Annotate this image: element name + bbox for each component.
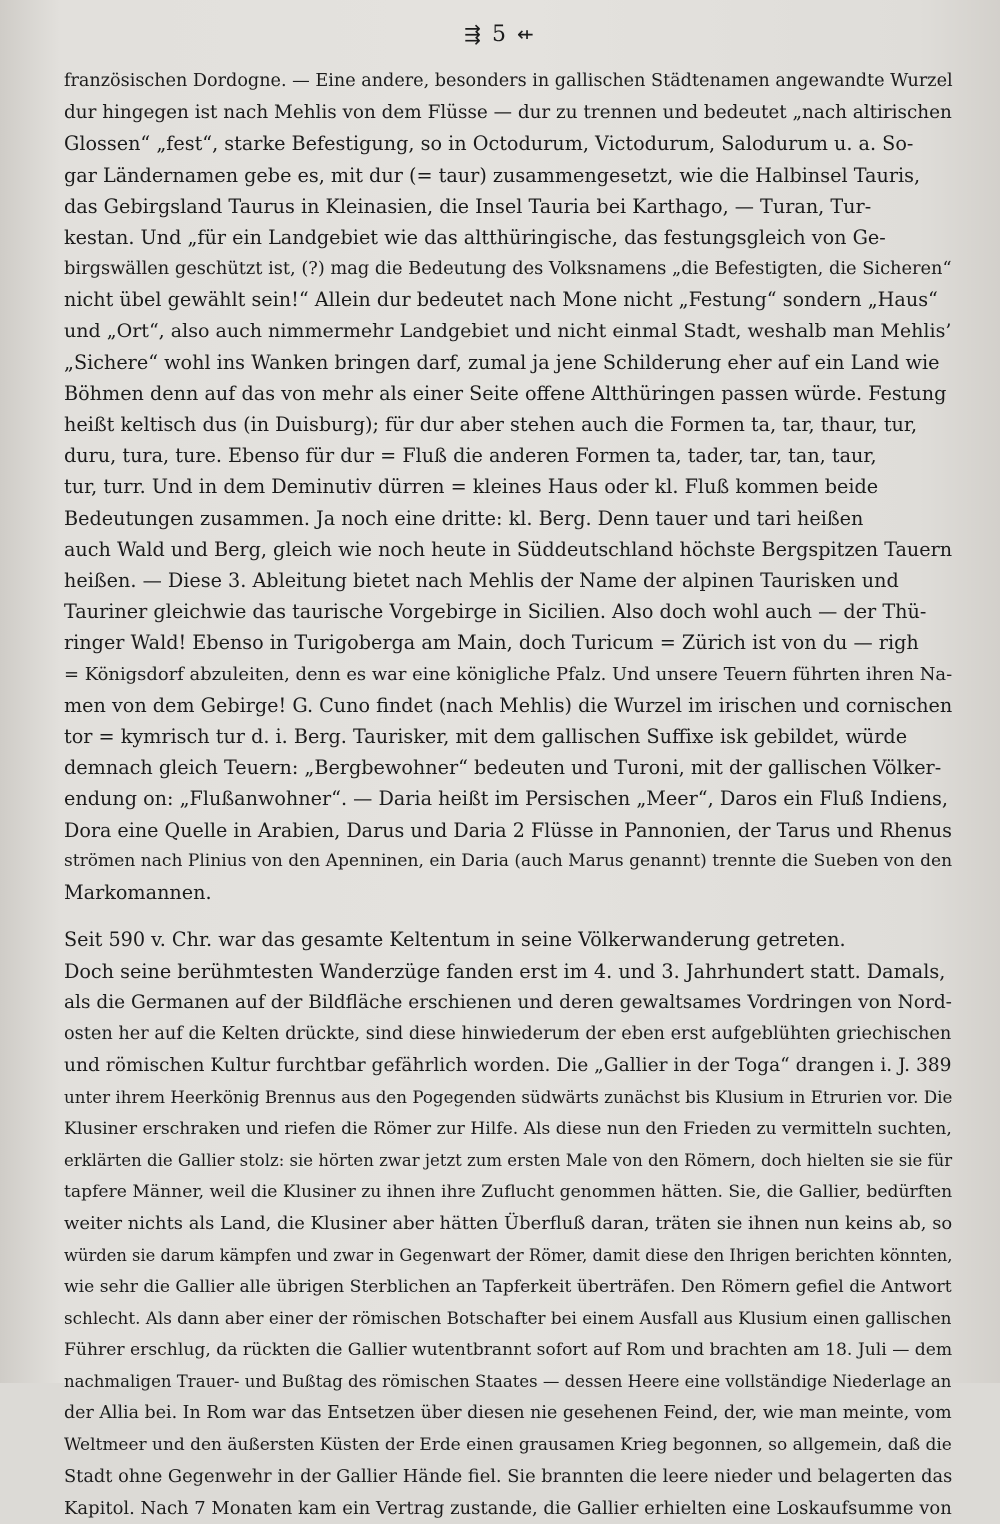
text-line: ringer Wald! Ebenso in Turigoberga am Main, doch Turicum = Zürich ist von du — righ	[64, 631, 919, 655]
text-line: duru, tura, ture. Ebenso für dur = Fluß die anderen Formen ta, tader, tar, tan, taur,	[64, 444, 877, 468]
body-text	[64, 66, 952, 1524]
text-line: men von dem Gebirge! G. Cuno findet (nach Mehlis) die Wurzel im irischen und cornischen	[64, 693, 953, 717]
text-line: Klusiner erschraken und riefen die Römer zur Hilfe. Als diese nun den Frieden zu vermitteln suchten,	[64, 1118, 952, 1139]
text-line: Doch seine berühmtesten Wanderzüge fanden erst im 4. und 3. Jahrhundert statt. Damals,	[64, 959, 946, 983]
text-line: gar Ländernamen gebe es, mit dur (= taur) zusammengesetzt, wie die Halbinsel Tauris,	[64, 163, 921, 187]
text-line: schlecht. Als dann aber einer der römischen Botschafter bei einem Ausfall aus Klusium einen gallischen	[64, 1308, 952, 1329]
text-line: birgswällen geschützt ist, (?) mag die Bedeutung des Volksnamens „die Befestigten, die Sicheren“	[64, 258, 952, 280]
text-line: Stadt ohne Gegenwehr in der Gallier Hände fiel. Sie brannten die leere nieder und belagerten das	[64, 1466, 953, 1488]
text-line: Markomannen.	[64, 880, 212, 904]
text-line: nachmaligen Trauer- und Bußtag des römischen Staates — dessen Heere eine vollständige Niederlage an	[64, 1372, 952, 1392]
paragraph	[64, 924, 952, 1524]
text-line: Dora eine Quelle in Arabien, Darus und Daria 2 Flüsse in Pannonien, der Tarus und Rhenus	[64, 818, 952, 842]
paragraph	[64, 66, 952, 908]
text-line: Glossen“ „fest“, starke Befestigung, so in Octodurum, Victodurum, Salodurum u. a. So-	[64, 132, 914, 156]
text-line: Weltmeer und den äußersten Küsten der Erde einen grausamen Krieg begonnen, so allgemein, daß die	[64, 1434, 952, 1455]
text-line: demnach gleich Teuern: „Bergbewohner“ bedeuten und Turoni, mit der gallischen Völker-	[64, 756, 942, 780]
text-line: kestan. Und „für ein Landgebiet wie das altthüringische, das festungsgleich von Ge-	[64, 225, 886, 249]
text-line: dur hingegen ist nach Mehlis von dem Flüsse — dur zu trennen und bedeutet „nach altirischen	[64, 102, 952, 124]
text-line: Führer erschlug, da rückten die Gallier wutentbrannt sofort auf Rom und brachten am 18. Juli — dem	[64, 1339, 953, 1360]
ornament-left-icon: ⇶	[464, 22, 483, 46]
text-line: und „Ort“, also auch nimmermehr Landgebiet und nicht einmal Stadt, weshalb man Mehlis’	[64, 319, 952, 342]
text-line: tapfere Männer, weil die Klusiner zu ihnen ihre Zuflucht genommen hätten. Sie, die Gallier, bedürften	[64, 1181, 953, 1202]
text-line: heißt keltisch dus (in Duisburg); für dur aber stehen auch die Formen ta, tar, thaur, tur,	[64, 413, 918, 437]
page-number: 5	[492, 22, 508, 47]
page-header	[0, 22, 1000, 47]
text-line: weiter nichts als Land, die Klusiner aber hätten Überfluß daran, träten sie ihnen nun keins ab, so	[64, 1213, 953, 1235]
text-line: heißen. — Diese 3. Ableitung bietet nach Mehlis der Name der alpinen Taurisken und	[64, 569, 899, 592]
text-line: erklärten die Gallier stolz: sie hörten zwar jetzt zum ersten Male von den Römern, doch hielten sie sie für	[64, 1151, 953, 1171]
text-line: das Gebirgsland Taurus in Kleinasien, die Insel Tauria bei Karthago, — Turan, Tur-	[64, 194, 872, 218]
text-line: würden sie darum kämpfen und zwar in Gegenwart der Römer, damit diese den Ihrigen berichten könnten,	[64, 1246, 953, 1265]
text-line: als die Germanen auf der Bildfläche erschienen und deren gewaltsames Vordringen von Nord-	[64, 992, 952, 1014]
text-line: unter ihrem Heerkönig Brennus aus den Pogegenden südwärts zunächst bis Klusium in Etrurien vor. Die	[64, 1087, 953, 1108]
text-line: = Königsdorf abzuleiten, denn es war eine königliche Pfalz. Und unsere Teuern führten ihren Na-	[64, 663, 953, 685]
text-line: der Allia bei. In Rom war das Entsetzen über diesen nie gesehenen Feind, der, wie man meinte, vom	[64, 1402, 952, 1423]
ornament-right-icon: ⇷	[517, 22, 536, 46]
text-line: tor = kymrisch tur d. i. Berg. Taurisker, mit dem gallischen Suffixe isk gebildet, würde	[64, 724, 908, 748]
text-line: „Sichere“ wohl ins Wanken bringen darf, zumal ja jene Schilderung eher auf ein Land wie	[64, 350, 940, 374]
text-line: auch Wald und Berg, gleich wie noch heute in Süddeutschland höchste Bergspitzen Tauern	[64, 537, 953, 561]
text-line: Bedeutungen zusammen. Ja noch eine dritte: kl. Berg. Denn tauer und tari heißen	[64, 506, 864, 530]
text-line: Tauriner gleichwie das taurische Vorgebirge in Sicilien. Also doch wohl auch — der Thü-	[64, 600, 927, 624]
text-line: nicht übel gewählt sein!“ Allein dur bedeutet nach Mone nicht „Festung“ sondern „Haus“	[64, 288, 938, 312]
text-line: Kapitol. Nach 7 Monaten kam ein Vertrag zustande, die Gallier erhielten eine Loskaufsumme von	[64, 1497, 952, 1519]
text-line: französischen Dordogne. — Eine andere, besonders in gallischen Städtenamen angewandte Wurzel	[64, 71, 953, 91]
text-line: Böhmen denn auf das von mehr als einer Seite offene Altthüringen passen würde. Festung	[64, 381, 947, 405]
text-line: endung on: „Flußanwohner“. — Daria heißt im Persischen „Meer“, Daros ein Fluß Indiens,	[64, 787, 948, 811]
text-line: tur, turr. Und in dem Deminutiv dürren = kleines Haus oder kl. Fluß kommen beide	[64, 475, 879, 499]
text-line: osten her auf die Kelten drückte, sind diese hinwiederum der eben erst aufgeblühten griechischen	[64, 1023, 952, 1044]
text-line: Seit 590 v. Chr. war das gesamte Keltentum in seine Völkerwanderung getreten.	[64, 928, 846, 952]
text-line: strömen nach Plinius von den Apenninen, ein Daria (auch Marus genannt) trennte die Sueben von den	[64, 850, 953, 871]
text-line: wie sehr die Gallier alle übrigen Sterblichen an Tapferkeit überträfen. Den Römern gefiel die Antwort	[64, 1276, 952, 1297]
text-line: und römischen Kultur furchtbar gefährlich worden. Die „Gallier in der Toga“ drangen i. J. 389	[64, 1055, 952, 1077]
